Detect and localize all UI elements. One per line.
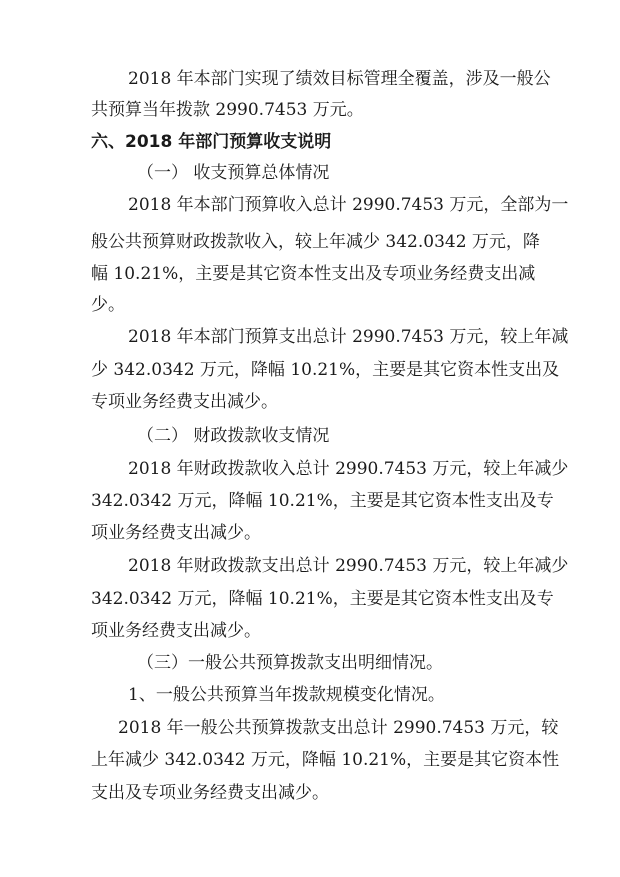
subsection-1-title: （一） 收支预算总体情况: [137, 163, 330, 183]
item-1-title: 1、一般公共预算当年拨款规模变化情况。: [128, 685, 445, 705]
sub1-income-line-3: 幅 10.21%，主要是其它资本性支出及专项业务经费支出减: [91, 264, 536, 284]
item1-line-1: 2018 年一般公共预算拨款支出总计 2990.7453 万元，较: [118, 718, 559, 738]
para-performance-line-1: 2018 年本部门实现了绩效目标管理全覆盖，涉及一般公: [128, 69, 551, 89]
sub1-expense-line-2: 少 342.0342 万元，降幅 10.21%，主要是其它资本性支出及: [91, 360, 560, 380]
sub1-expense-line-1: 2018 年本部门预算支出总计 2990.7453 万元，较上年减: [128, 327, 569, 347]
subsection-3-title: （三）一般公共预算拨款支出明细情况。: [137, 653, 443, 673]
sub1-income-line-2: 般公共预算财政拨款收入，较上年减少 342.0342 万元，降: [91, 232, 540, 252]
sub2-income-line-1: 2018 年财政拨款收入总计 2990.7453 万元，较上年减少: [128, 459, 569, 479]
sub1-expense-line-3: 专项业务经费支出减少。: [91, 392, 278, 412]
sub2-expense-line-2: 342.0342 万元，降幅 10.21%，主要是其它资本性支出及专: [91, 589, 554, 609]
sub2-expense-line-1: 2018 年财政拨款支出总计 2990.7453 万元，较上年减少: [128, 556, 569, 576]
item1-line-3: 支出及专项业务经费支出减少。: [91, 783, 329, 803]
sub2-expense-line-3: 项业务经费支出减少。: [91, 621, 261, 641]
sub1-income-line-4: 少。: [91, 295, 125, 315]
para-performance-line-2: 共预算当年拨款 2990.7453 万元。: [91, 100, 364, 120]
sub2-income-line-2: 342.0342 万元，降幅 10.21%，主要是其它资本性支出及专: [91, 491, 554, 511]
section-heading: 六、2018 年部门预算收支说明: [91, 132, 332, 152]
item1-line-2: 上年减少 342.0342 万元，降幅 10.21%，主要是其它资本性: [91, 750, 560, 770]
sub1-income-line-1: 2018 年本部门预算收入总计 2990.7453 万元，全部为一: [128, 195, 569, 215]
sub2-income-line-3: 项业务经费支出减少。: [91, 523, 261, 543]
subsection-2-title: （二） 财政拨款收支情况: [137, 426, 330, 446]
